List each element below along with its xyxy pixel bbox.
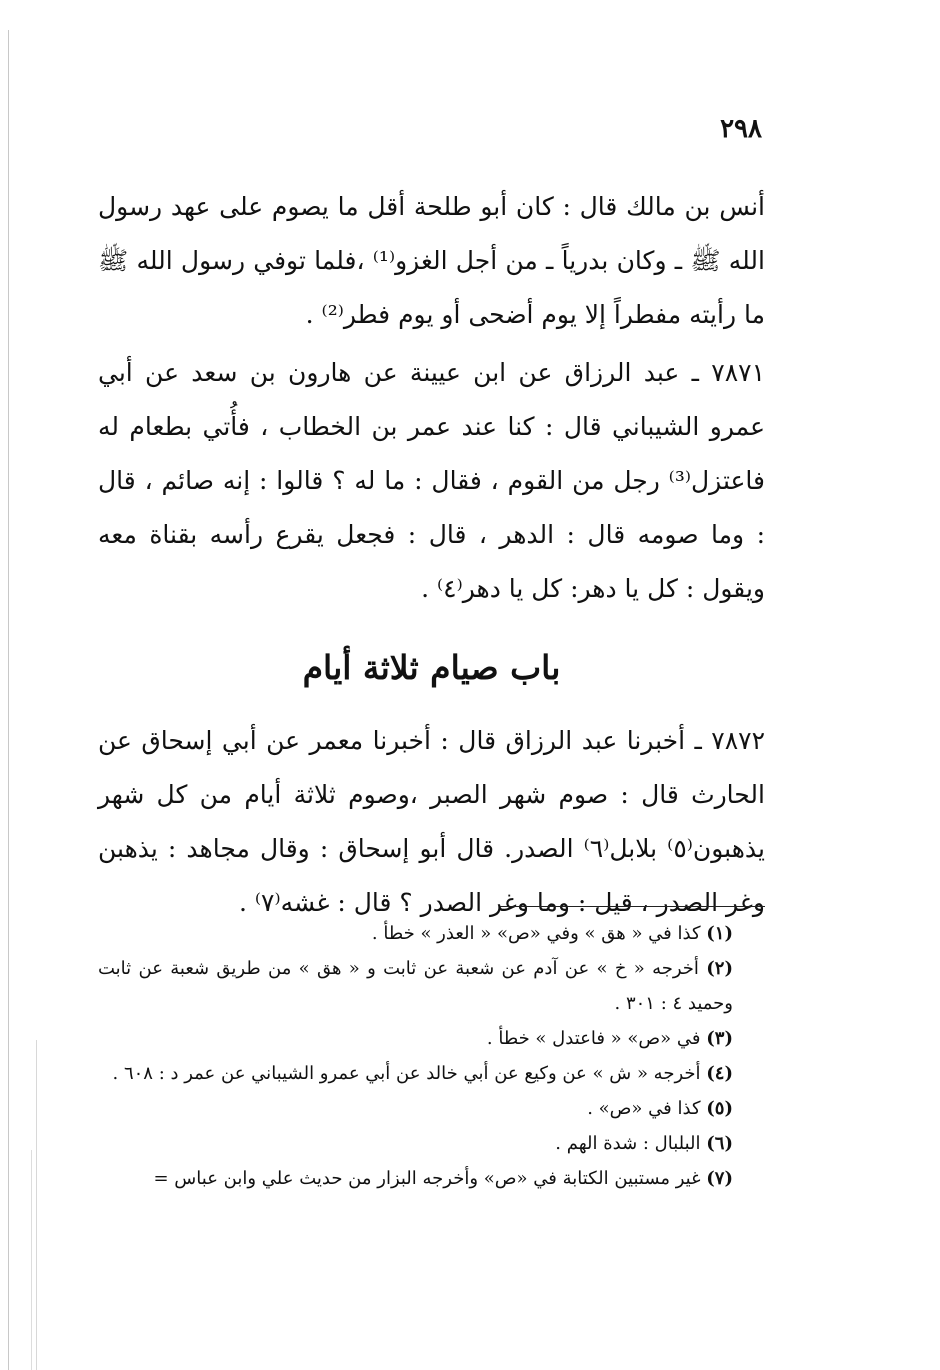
footnote-marker: (٤) (706, 1063, 733, 1084)
footnote-5 (98, 1091, 765, 1126)
page-edge-line (31, 1150, 32, 1370)
footnote-marker: (١) (706, 923, 733, 944)
footnote-3 (98, 1021, 765, 1056)
footnote-1 (98, 916, 765, 951)
footnote-text: كذا في « هق » وفي «ص» « العذر » خطأ . (371, 923, 701, 944)
page-number: ٢٩٨ (720, 114, 762, 144)
footnote-2 (98, 951, 765, 1021)
chapter-title: باب صيام ثلاثة أيام (302, 648, 561, 687)
footnote-4 (98, 1056, 765, 1091)
footnote-marker: (٦) (706, 1133, 733, 1154)
footnote-divider (500, 906, 765, 907)
footnote-text: أخرجه « خ » عن آدم عن شعبة عن ثابت و « هق » من طريق شعبة عن ثابت وحميد ٤ : ٣٠١ . (98, 958, 733, 1014)
paragraph-anas (98, 180, 765, 342)
footnote-text: غير مستبين الكتابة في «ص» وأخرجه البزار من حديث علي وابن عباس = (153, 1168, 701, 1189)
footnote-7 (98, 1161, 765, 1196)
footnote-marker: (٧) (706, 1168, 733, 1189)
hadith-text: ٧٨٧١ ـ عبد الرزاق عن ابن عيينة عن هارون بن سعد عن أبي عمرو الشيباني قال : كنا عند عمر بن الخطاب ، فأُتي بطعام له فاعتزل⁽³⁾ رجل من القوم ، فقال : ما له ؟ قالوا : إنه صائم ، قال : وما صومه قال : الدهر ، قال : فجعل يقرع رأسه بقناة معه ويقول : كل يا دهر: كل يا دهر⁽٤⁾ . (98, 358, 765, 603)
footnote-text: البلبال : شدة الهم . (555, 1133, 701, 1154)
paragraph-text: أنس بن مالك قال : كان أبو طلحة أقل ما يصوم على عهد رسول الله ﷺ ـ وكان بدرياً ـ من أجل الغزو⁽¹⁾ ،فلما توفي رسول الله ﷺ ما رأيته مفطراً إلا يوم أضحى أو يوم فطر⁽²⁾ . (98, 192, 765, 329)
page-edge-line (36, 1040, 37, 1370)
footnote-marker: (٢) (706, 958, 733, 979)
hadith-7871 (98, 346, 765, 616)
footnote-text: في «ص» « فاعتدل » خطأ . (486, 1028, 701, 1049)
footnotes (98, 916, 765, 1196)
hadith-text: ٧٨٧٢ ـ أخبرنا عبد الرزاق قال : أخبرنا معمر عن أبي إسحاق عن الحارث قال : صوم شهر الصبر ،وصوم ثلاثة أيام من كل شهر يذهبون⁽٥⁾ بلابل⁽٦⁾ الصدر. قال أبو إسحاق : وقال مجاهد : يذهبن وغر الصدر ، قيل : وما وغر الصدر ؟ قال : غشه⁽٧⁾ . (98, 726, 765, 917)
footnote-marker: (٥) (706, 1098, 733, 1119)
footnote-marker: (٣) (706, 1028, 733, 1049)
footnote-text: كذا في «ص» . (587, 1098, 701, 1119)
footnote-6 (98, 1126, 765, 1161)
footnote-text: أخرجه « ش » عن وكيع عن أبي خالد عن أبي عمرو الشيباني عن عمر د : ٦٠٨ . (112, 1063, 701, 1084)
page-edge-line (8, 30, 9, 1370)
hadith-7872 (98, 714, 765, 930)
